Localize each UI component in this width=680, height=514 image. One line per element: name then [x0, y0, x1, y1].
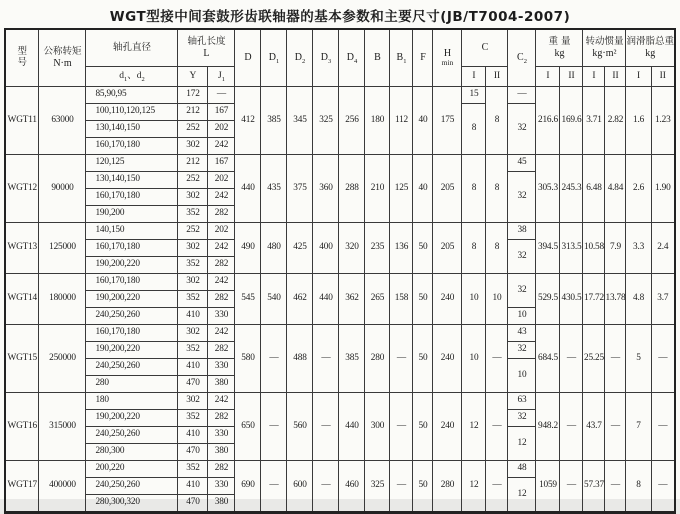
cell-model: WGT15	[5, 325, 39, 393]
cell-bore-diameter: 160,170,180	[86, 240, 178, 257]
cell-C-I: 10	[462, 325, 486, 393]
cell-C-II: 8	[486, 223, 508, 274]
table-row	[5, 461, 675, 478]
cell-bore-diameter: 280	[86, 376, 178, 393]
col-header-torque: 公称转矩 N·m	[39, 29, 86, 87]
cell-torque: 400000	[39, 461, 86, 513]
cell-Y: 302	[178, 325, 208, 342]
cell-inertia-II: —	[605, 461, 626, 513]
cell-F: 40	[413, 87, 433, 155]
cell-weight-II: 169.6	[560, 87, 583, 155]
cell-D: 580	[235, 325, 261, 393]
cell-J1: 282	[208, 291, 235, 308]
cell-D4: 460	[339, 461, 365, 513]
cell-F: 50	[413, 461, 433, 513]
cell-F: 50	[413, 223, 433, 274]
cell-J1: 380	[208, 376, 235, 393]
cell-C2: 32	[508, 240, 536, 274]
cell-grease-I: 8	[626, 461, 651, 513]
cell-bore-diameter: 160,170,180	[86, 138, 178, 155]
cell-weight-II: —	[560, 393, 583, 461]
cell-torque: 125000	[39, 223, 86, 274]
cell-D4: 362	[339, 274, 365, 325]
col-header-D1: $D_1$	[261, 29, 287, 87]
cell-bore-diameter: 130,140,150	[86, 121, 178, 138]
cell-C-II: —	[486, 325, 508, 393]
cell-D3: —	[313, 461, 339, 513]
cell-C2: 45	[508, 155, 536, 172]
cell-C-I: 15	[462, 87, 486, 104]
cell-grease-I: 2.6	[626, 155, 651, 223]
cell-B: 280	[365, 325, 390, 393]
cell-D1: 480	[261, 223, 287, 274]
cell-C-II: —	[486, 461, 508, 513]
col-header-model: 型 号	[5, 29, 39, 87]
cell-bore-diameter: 240,250,260	[86, 308, 178, 325]
col-header-weight-I: I	[536, 67, 560, 87]
cell-D1: —	[261, 461, 287, 513]
cell-C2: 32	[508, 410, 536, 427]
cell-D2: 462	[287, 274, 313, 325]
cell-model: WGT11	[5, 87, 39, 155]
cell-J1: 242	[208, 189, 235, 206]
cell-grease-II: 1.23	[651, 87, 675, 155]
cell-inertia-I: 3.71	[583, 87, 605, 155]
cell-D4: 320	[339, 223, 365, 274]
cell-J1: 282	[208, 206, 235, 223]
cell-Y: 352	[178, 410, 208, 427]
cell-C-I: 12	[462, 393, 486, 461]
cell-grease-I: 1.6	[626, 87, 651, 155]
cell-bore-diameter: 160,170,180	[86, 189, 178, 206]
cell-bore-diameter: 280,300	[86, 444, 178, 461]
cell-bore-diameter: 100,110,120,125	[86, 104, 178, 121]
cell-Y: 352	[178, 461, 208, 478]
cell-D3: 440	[313, 274, 339, 325]
cell-H: 240	[433, 325, 462, 393]
cell-D2: 488	[287, 325, 313, 393]
col-header-inertia: 转动惯量 kg·m²	[583, 29, 626, 67]
cell-weight-I: 1059	[536, 461, 560, 513]
cell-D2: 425	[287, 223, 313, 274]
cell-grease-II: —	[651, 325, 675, 393]
cell-C2: 10	[508, 308, 536, 325]
cell-inertia-II: —	[605, 325, 626, 393]
table-row	[5, 393, 675, 410]
cell-C-I: 12	[462, 461, 486, 513]
cell-J1: 242	[208, 240, 235, 257]
cell-Y: 252	[178, 172, 208, 189]
cell-Y: 212	[178, 155, 208, 172]
cell-C-II: —	[486, 393, 508, 461]
cell-J1: 242	[208, 274, 235, 291]
cell-bore-diameter: 190,200,220	[86, 410, 178, 427]
cell-bore-diameter: 160,170,180	[86, 325, 178, 342]
col-header-C2: $C_2$	[508, 29, 536, 87]
cell-B1: —	[390, 393, 413, 461]
col-header-C-I: I	[462, 67, 486, 87]
cell-bore-diameter: 190,200	[86, 206, 178, 223]
cell-H: 205	[433, 223, 462, 274]
cell-C2: 12	[508, 478, 536, 513]
cell-model: WGT14	[5, 274, 39, 325]
cell-inertia-I: 43.7	[583, 393, 605, 461]
col-header-J1: $J_1$	[208, 67, 235, 87]
cell-C2: 48	[508, 461, 536, 478]
cell-grease-I: 5	[626, 325, 651, 393]
cell-B1: —	[390, 325, 413, 393]
cell-inertia-II: 7.9	[605, 223, 626, 274]
cell-torque: 250000	[39, 325, 86, 393]
cell-D1: 385	[261, 87, 287, 155]
cell-bore-diameter: 190,200,220	[86, 257, 178, 274]
cell-Y: 252	[178, 121, 208, 138]
cell-C2: 32	[508, 274, 536, 308]
cell-D2: 375	[287, 155, 313, 223]
cell-torque: 90000	[39, 155, 86, 223]
table-row	[5, 223, 675, 240]
cell-B: 235	[365, 223, 390, 274]
cell-bore-diameter: 200,220	[86, 461, 178, 478]
col-header-D3: $D_3$	[313, 29, 339, 87]
cell-bore-diameter: 190,200,220	[86, 342, 178, 359]
col-header-inertia-I: I	[583, 67, 605, 87]
cell-D3: 360	[313, 155, 339, 223]
cell-Y: 302	[178, 240, 208, 257]
cell-model: WGT16	[5, 393, 39, 461]
cell-C-II: 8	[486, 87, 508, 155]
cell-J1: 202	[208, 172, 235, 189]
cell-J1: 282	[208, 410, 235, 427]
cell-B1: 112	[390, 87, 413, 155]
col-header-B1: $B_1$	[390, 29, 413, 87]
cell-C2: 10	[508, 359, 536, 393]
cell-weight-II: 245.3	[560, 155, 583, 223]
cell-Y: 212	[178, 104, 208, 121]
cell-bore-diameter: 140,150	[86, 223, 178, 240]
cell-inertia-I: 25.25	[583, 325, 605, 393]
cell-C2: 32	[508, 172, 536, 223]
col-header-grease: 润滑脂总重 kg	[626, 29, 675, 67]
col-header-weight: 重 量 kg	[536, 29, 583, 67]
cell-J1: 242	[208, 325, 235, 342]
cell-model: WGT13	[5, 223, 39, 274]
col-header-D4: $D_4$	[339, 29, 365, 87]
cell-D4: 385	[339, 325, 365, 393]
cell-inertia-II: 4.84	[605, 155, 626, 223]
cell-Y: 302	[178, 189, 208, 206]
cell-inertia-I: 17.72	[583, 274, 605, 325]
cell-Y: 470	[178, 444, 208, 461]
cell-Y: 410	[178, 308, 208, 325]
cell-grease-I: 7	[626, 393, 651, 461]
cell-J1: 330	[208, 308, 235, 325]
cell-grease-II: —	[651, 461, 675, 513]
table-body	[5, 87, 675, 513]
cell-C2: 32	[508, 104, 536, 155]
cell-inertia-I: 6.48	[583, 155, 605, 223]
cell-bore-diameter: 240,250,260	[86, 359, 178, 376]
cell-bore-diameter: 240,250,260	[86, 427, 178, 444]
cell-Y: 352	[178, 257, 208, 274]
cell-grease-II: —	[651, 393, 675, 461]
cell-grease-I: 4.8	[626, 274, 651, 325]
cell-torque: 63000	[39, 87, 86, 155]
cell-F: 50	[413, 325, 433, 393]
cell-D3: —	[313, 393, 339, 461]
cell-H: 175	[433, 87, 462, 155]
col-header-grease-I: I	[626, 67, 651, 87]
cell-Y: 470	[178, 376, 208, 393]
cell-torque: 180000	[39, 274, 86, 325]
cell-H: 240	[433, 274, 462, 325]
cell-bore-diameter: 85,90,95	[86, 87, 178, 104]
cell-D2: 600	[287, 461, 313, 513]
cell-bore-diameter: 240,250,260	[86, 478, 178, 495]
cell-model: WGT12	[5, 155, 39, 223]
cell-weight-I: 394.5	[536, 223, 560, 274]
col-header-d1-d2: $d_1$、$d_2$	[86, 67, 178, 87]
cell-D1: 435	[261, 155, 287, 223]
cell-C-I: 8	[462, 155, 486, 223]
cell-Y: 410	[178, 359, 208, 376]
cell-J1: 167	[208, 104, 235, 121]
cell-Y: 302	[178, 274, 208, 291]
cell-D: 650	[235, 393, 261, 461]
cell-inertia-I: 10.58	[583, 223, 605, 274]
col-header-bore-length: 轴孔长度 L	[178, 29, 235, 67]
cell-weight-I: 684.5	[536, 325, 560, 393]
cell-Y: 172	[178, 87, 208, 104]
cell-B: 300	[365, 393, 390, 461]
cell-D4: 440	[339, 393, 365, 461]
col-header-D: D	[235, 29, 261, 87]
cell-D3: 325	[313, 87, 339, 155]
col-header-C: C	[462, 29, 508, 67]
cell-B: 325	[365, 461, 390, 513]
table-row	[5, 87, 675, 104]
cell-D3: 400	[313, 223, 339, 274]
cell-D: 545	[235, 274, 261, 325]
cell-B1: 136	[390, 223, 413, 274]
cell-bore-diameter: 160,170,180	[86, 274, 178, 291]
cell-bore-diameter: 130,140,150	[86, 172, 178, 189]
col-header-bore-diameter: 轴孔直径	[86, 29, 178, 67]
cell-H: 205	[433, 155, 462, 223]
cell-C-I: 8	[462, 223, 486, 274]
cell-D: 490	[235, 223, 261, 274]
cell-J1: 202	[208, 121, 235, 138]
cell-Y: 252	[178, 223, 208, 240]
col-header-B: B	[365, 29, 390, 87]
col-header-weight-II: II	[560, 67, 583, 87]
cell-grease-II: 3.7	[651, 274, 675, 325]
cell-C-II: 10	[486, 274, 508, 325]
cell-B1: —	[390, 461, 413, 513]
cell-H: 280	[433, 461, 462, 513]
cell-C-I: 10	[462, 274, 486, 325]
table-row	[5, 155, 675, 172]
cell-J1: 242	[208, 393, 235, 410]
cell-bore-diameter: 280,300,320	[86, 495, 178, 513]
cell-C2: 12	[508, 427, 536, 461]
cell-weight-II: —	[560, 325, 583, 393]
cell-D2: 345	[287, 87, 313, 155]
cell-F: 50	[413, 274, 433, 325]
cell-Y: 352	[178, 206, 208, 223]
col-header-D2: $D_2$	[287, 29, 313, 87]
cell-bore-diameter: 180	[86, 393, 178, 410]
cell-C2: 63	[508, 393, 536, 410]
cell-F: 50	[413, 393, 433, 461]
cell-J1: 380	[208, 444, 235, 461]
cell-C-I: 8	[462, 104, 486, 155]
cell-J1: 282	[208, 342, 235, 359]
cell-C2: 38	[508, 223, 536, 240]
cell-D1: —	[261, 393, 287, 461]
cell-bore-diameter: 190,200,220	[86, 291, 178, 308]
cell-B1: 125	[390, 155, 413, 223]
cell-J1: 282	[208, 257, 235, 274]
cell-C2: —	[508, 87, 536, 104]
cell-weight-II: 313.5	[560, 223, 583, 274]
cell-inertia-II: 2.82	[605, 87, 626, 155]
cell-J1: 330	[208, 359, 235, 376]
cell-Y: 302	[178, 138, 208, 155]
cell-C2: 43	[508, 325, 536, 342]
cell-H: 240	[433, 393, 462, 461]
cell-grease-II: 2.4	[651, 223, 675, 274]
cell-J1: 330	[208, 427, 235, 444]
table-row	[5, 274, 675, 291]
col-header-inertia-II: II	[605, 67, 626, 87]
cell-C2: 32	[508, 342, 536, 359]
cell-J1: 380	[208, 495, 235, 513]
col-header-grease-II: II	[651, 67, 675, 87]
col-header-F: F	[413, 29, 433, 87]
cell-torque: 315000	[39, 393, 86, 461]
cell-Y: 470	[178, 495, 208, 513]
cell-Y: 352	[178, 291, 208, 308]
cell-inertia-II: —	[605, 393, 626, 461]
cell-B: 265	[365, 274, 390, 325]
cell-D: 440	[235, 155, 261, 223]
cell-J1: 242	[208, 138, 235, 155]
cell-J1: 330	[208, 478, 235, 495]
cell-D: 412	[235, 87, 261, 155]
cell-Y: 410	[178, 427, 208, 444]
cell-D1: —	[261, 325, 287, 393]
cell-F: 40	[413, 155, 433, 223]
cell-D4: 256	[339, 87, 365, 155]
table-row	[5, 325, 675, 342]
cell-weight-I: 305.3	[536, 155, 560, 223]
cell-J1: 167	[208, 155, 235, 172]
cell-D2: 560	[287, 393, 313, 461]
cell-inertia-II: 13.78	[605, 274, 626, 325]
cell-grease-II: 1.90	[651, 155, 675, 223]
cell-D3: —	[313, 325, 339, 393]
cell-J1: 202	[208, 223, 235, 240]
col-header-Hmin: H min	[433, 29, 462, 87]
cell-D1: 540	[261, 274, 287, 325]
cell-weight-I: 948.2	[536, 393, 560, 461]
cell-J1: —	[208, 87, 235, 104]
cell-grease-I: 3.3	[626, 223, 651, 274]
cell-inertia-I: 57.37	[583, 461, 605, 513]
cell-model: WGT17	[5, 461, 39, 513]
coupling-parameters-table	[4, 28, 676, 514]
cell-B: 180	[365, 87, 390, 155]
col-header-Y: Y	[178, 67, 208, 87]
cell-Y: 352	[178, 342, 208, 359]
page-title: WGT型接中间套鼓形齿联轴器的基本参数和主要尺寸(JB/T7004-2007)	[109, 9, 571, 25]
cell-D4: 288	[339, 155, 365, 223]
cell-weight-I: 216.6	[536, 87, 560, 155]
cell-Y: 410	[178, 478, 208, 495]
cell-D: 690	[235, 461, 261, 513]
cell-weight-II: —	[560, 461, 583, 513]
cell-J1: 282	[208, 461, 235, 478]
cell-B1: 158	[390, 274, 413, 325]
cell-C-II: 8	[486, 155, 508, 223]
cell-B: 210	[365, 155, 390, 223]
cell-bore-diameter: 120,125	[86, 155, 178, 172]
cell-weight-II: 430.5	[560, 274, 583, 325]
cell-weight-I: 529.5	[536, 274, 560, 325]
col-header-C-II: II	[486, 67, 508, 87]
cell-Y: 302	[178, 393, 208, 410]
